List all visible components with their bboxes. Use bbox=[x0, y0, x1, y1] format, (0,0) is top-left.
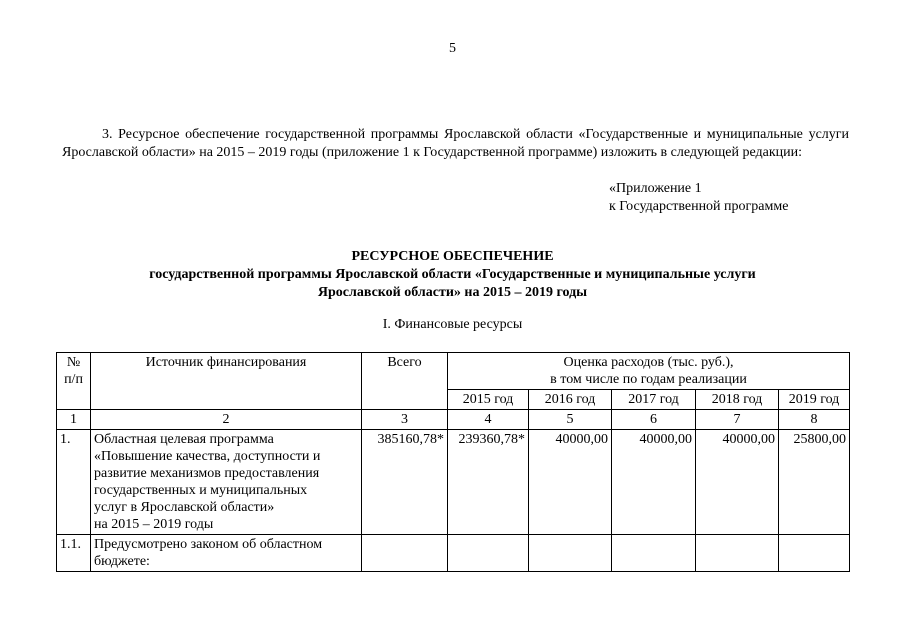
col-number-4: 4 bbox=[448, 410, 529, 430]
row-source-line: «Повышение качества, доступности и bbox=[94, 449, 321, 464]
col-number-3: 3 bbox=[362, 410, 448, 430]
appendix-line-2: к Государственной программе bbox=[609, 199, 789, 214]
row-num: 1.1. bbox=[57, 535, 91, 572]
header-year-2015: 2015 год bbox=[448, 390, 529, 410]
appendix-line-1: «Приложение 1 bbox=[609, 181, 702, 196]
header-source: Источник финансирования bbox=[91, 353, 362, 410]
row-source-line: государственных и муниципальных bbox=[94, 483, 308, 498]
section-title: I. Финансовые ресурсы bbox=[382, 317, 523, 332]
amendment-paragraph: 3. Ресурсное обеспечение государственной программы Ярославской области «Государственные и муниципальные услуги Ярославской области» на 2015 – 2019 годы (приложение 1 к Государственной программе) изложить в следующей редакции: bbox=[62, 127, 849, 160]
row-num: 1. bbox=[57, 430, 91, 535]
row-2016: 40000,00 bbox=[529, 430, 612, 535]
row-2016 bbox=[529, 535, 612, 572]
col-number-2: 2 bbox=[91, 410, 362, 430]
header-estimate-line-1: Оценка расходов (тыс. руб.), bbox=[563, 355, 734, 370]
header-year-2018: 2018 год bbox=[696, 390, 779, 410]
header-year-2019: 2019 год bbox=[779, 390, 850, 410]
row-2017: 40000,00 bbox=[612, 430, 696, 535]
document-title bbox=[0, 248, 905, 302]
title-line-3: Ярославской области» на 2015 – 2019 годы bbox=[317, 285, 588, 300]
financial-resources-table bbox=[56, 352, 850, 572]
appendix-reference bbox=[609, 180, 788, 216]
row-total: 385160,78* bbox=[362, 430, 448, 535]
title-line-2: государственной программы Ярославской области «Государственные и муниципальные услуги bbox=[149, 267, 756, 282]
row-source-line: развитие механизмов предоставления bbox=[94, 466, 320, 481]
col-number-7: 7 bbox=[696, 410, 779, 430]
row-source-line: на 2015 – 2019 годы bbox=[94, 517, 214, 532]
row-source bbox=[91, 535, 362, 572]
row-total bbox=[362, 535, 448, 572]
title-line-1: РЕСУРСНОЕ ОБЕСПЕЧЕНИЕ bbox=[351, 249, 554, 264]
table-row bbox=[57, 535, 850, 572]
header-year-2016: 2016 год bbox=[529, 390, 612, 410]
header-estimate-line-2: в том числе по годам реализации bbox=[550, 372, 747, 387]
row-2017 bbox=[612, 535, 696, 572]
row-2018: 40000,00 bbox=[696, 430, 779, 535]
row-source-line: Предусмотрено законом об областном bbox=[94, 537, 323, 552]
row-2018 bbox=[696, 535, 779, 572]
page-number: 5 bbox=[449, 41, 456, 56]
header-total: Всего bbox=[362, 353, 448, 410]
table-row bbox=[57, 430, 850, 535]
col-number-1: 1 bbox=[57, 410, 91, 430]
row-source-line: бюджете: bbox=[94, 554, 150, 569]
row-2015 bbox=[448, 535, 529, 572]
col-number-8: 8 bbox=[779, 410, 850, 430]
row-2019 bbox=[779, 535, 850, 572]
row-2019: 25800,00 bbox=[779, 430, 850, 535]
header-num: № п/п bbox=[57, 353, 91, 410]
row-2015: 239360,78* bbox=[448, 430, 529, 535]
row-source bbox=[91, 430, 362, 535]
col-number-5: 5 bbox=[529, 410, 612, 430]
col-number-6: 6 bbox=[612, 410, 696, 430]
header-estimate bbox=[448, 353, 850, 390]
header-year-2017: 2017 год bbox=[612, 390, 696, 410]
row-source-line: Областная целевая программа bbox=[94, 432, 274, 447]
row-source-line: услуг в Ярославской области» bbox=[94, 500, 275, 515]
